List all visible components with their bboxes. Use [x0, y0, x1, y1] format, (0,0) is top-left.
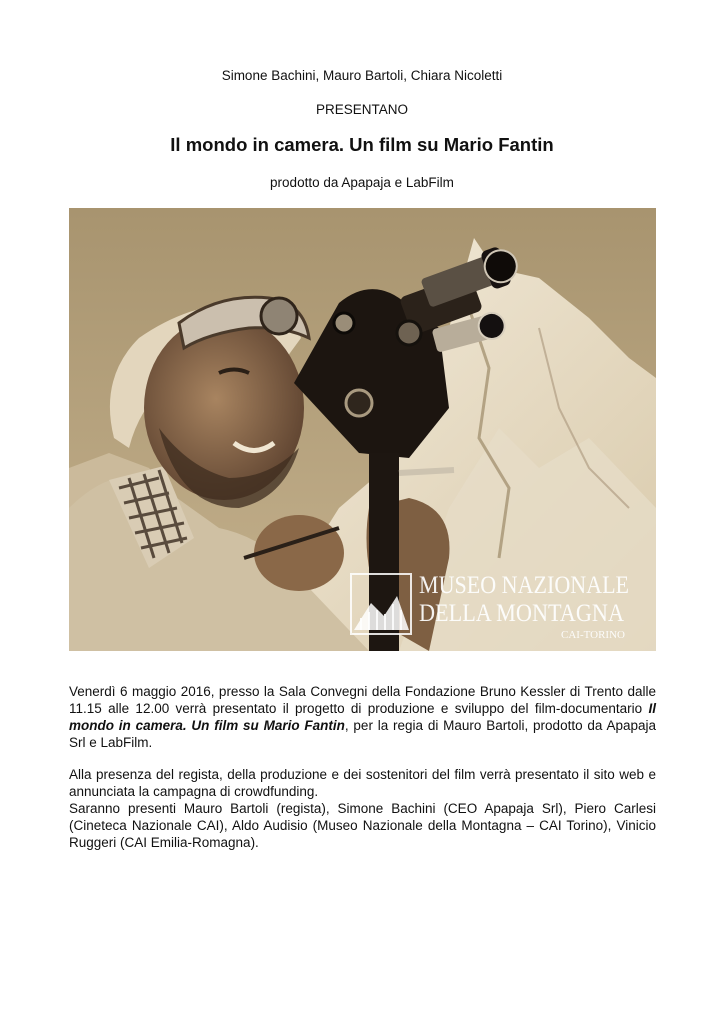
logo-text-line1: MUSEO NAZIONALE — [419, 572, 629, 599]
producer-line: prodotto da Apapaja e LabFilm — [270, 175, 454, 190]
presents-line: PRESENTANO — [315, 102, 408, 117]
film-title-inline: Il mondo in camera. Un film su Mario Fantin — [69, 701, 656, 733]
cameraman-photo — [69, 208, 656, 651]
event-paragraph — [69, 683, 656, 751]
logo-text-line3: CAI-TORINO — [561, 629, 625, 641]
left-hand — [254, 515, 344, 591]
presence-paragraph — [69, 766, 656, 851]
document-title: Il mondo in camera. Un film su Mario Fantin — [170, 134, 554, 155]
event-text-part2: , per la regia di Mauro Bartoli, prodotto da Apapaja Srl e LabFilm. — [69, 718, 657, 750]
logo-text-line2: DELLA MONTAGNA — [419, 600, 624, 627]
presence-text-line2: Saranno presenti Mauro Bartoli (regista), Simone Bachini (CEO Apapaja Srl), Piero Carlesi (Cineteca Nazionale CAI), Aldo Audisio (Museo Nazionale della Montagna – CAI Torino), Vinicio Ruggeri (CAI Emilia-Romagna). — [69, 801, 656, 850]
authors-line: Simone Bachini, Mauro Bartoli, Chiara Nicoletti — [221, 68, 503, 83]
presence-text-line1: Alla presenza del regista, della produzione e dei sostenitori del film verrà presentato il sito web e annunciata la campagna di crowdfunding. — [69, 767, 656, 799]
photo-illustration — [69, 208, 656, 651]
event-text-part1: Venerdì 6 maggio 2016, presso la Sala Convegni della Fondazione Bruno Kessler di Trento dalle 11.15 alle 12.00 verrà presentato il progetto di produzione e sviluppo del film-documentario — [69, 684, 656, 716]
